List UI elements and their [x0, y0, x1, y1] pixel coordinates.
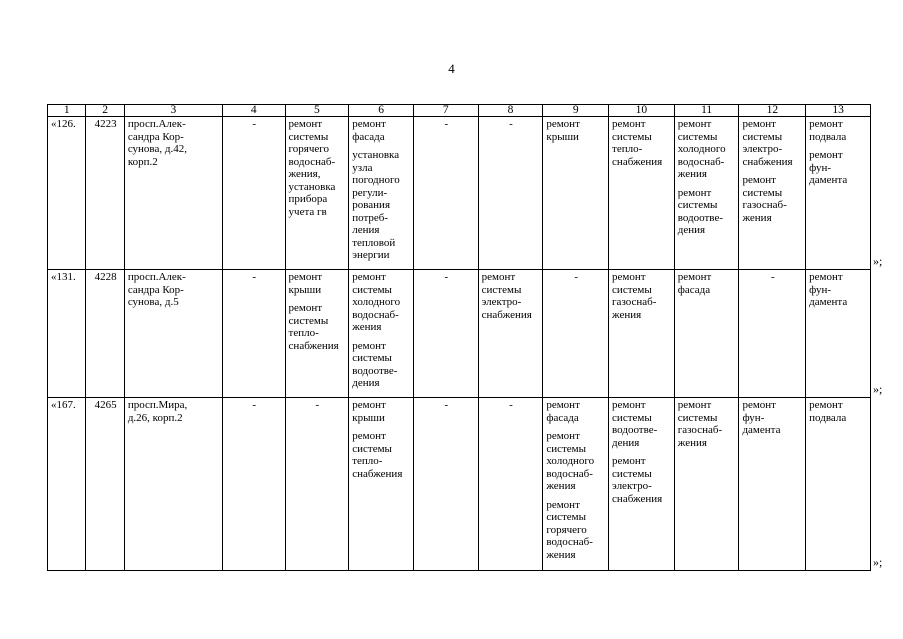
table-cell-col-6	[349, 117, 414, 270]
cell-text: «167.	[51, 399, 76, 411]
table-row	[48, 270, 871, 398]
table-cell-col-2	[86, 270, 124, 398]
cell-text: ремонт системы газоснаб- жения	[677, 399, 723, 449]
table-cell-col-8	[478, 270, 543, 398]
cell-text: ремонт системы водоотве- дения	[677, 186, 723, 236]
table-cell-col-9	[543, 117, 609, 270]
column-header-3: 3	[124, 105, 222, 117]
table-cell-col-6	[349, 270, 414, 398]
table-cell-col-11	[674, 117, 739, 270]
cell-text: ремонт системы холодного водоснаб- жения	[546, 430, 595, 492]
cell-text: -	[444, 399, 449, 411]
cell-text: ремонт системы тепло- снабжения	[288, 302, 339, 352]
table-cell-col-3	[124, 270, 222, 398]
cell-text: «126.	[51, 118, 76, 130]
row-end-mark: »;	[873, 554, 883, 569]
cell-text: -	[315, 399, 320, 411]
cell-text: ремонт системы электро- снабжения	[481, 271, 532, 321]
cell-text: ремонт фасада	[546, 399, 580, 424]
cell-text: ремонт системы газоснаб- жения	[612, 271, 657, 321]
table-cell-col-9	[543, 270, 609, 398]
table-cell-col-10	[609, 270, 675, 398]
column-header-5: 5	[285, 105, 349, 117]
table-cell-col-13	[806, 270, 871, 398]
cell-text: ремонт системы водоотве- дения	[352, 339, 398, 389]
column-header-7: 7	[413, 105, 478, 117]
cell-text: -	[444, 271, 449, 283]
cell-text: -	[252, 399, 257, 411]
table-cell-col-2	[86, 117, 124, 270]
table-cell-col-3	[124, 398, 222, 571]
table-row	[48, 398, 871, 571]
cell-text: ремонт системы электро- снабжения	[612, 455, 663, 505]
cell-text: ремонт подвала	[809, 118, 847, 143]
cell-text: 4228	[94, 271, 117, 283]
cell-text: -	[444, 118, 449, 130]
table-cell-col-13	[806, 117, 871, 270]
cell-text: -	[509, 118, 513, 130]
table-cell-col-1	[48, 398, 86, 571]
table-cell-col-5	[285, 117, 349, 270]
table-cell-col-10	[609, 398, 675, 571]
table-cell-col-11	[674, 270, 739, 398]
table-cell-col-4	[222, 398, 285, 571]
column-header-8: 8	[478, 105, 543, 117]
column-header-6: 6	[349, 105, 414, 117]
table-cell-col-8	[478, 117, 543, 270]
cell-text: ремонт фасада	[352, 118, 386, 143]
cell-text: ремонт системы холодного водоснаб- жения	[352, 271, 401, 333]
cell-text: ремонт фун- дамента	[742, 399, 781, 436]
cell-text: ремонт системы тепло- снабжения	[612, 118, 663, 168]
cell-text: ремонт фасада	[677, 271, 712, 296]
cell-text: -	[770, 271, 775, 283]
table-cell-col-2	[86, 398, 124, 571]
row-end-mark: »;	[873, 253, 883, 268]
cell-text: ремонт крыши	[352, 399, 386, 424]
table-cell-col-5	[285, 398, 349, 571]
cell-text: ремонт крыши	[546, 118, 580, 143]
table-cell-col-5	[285, 270, 349, 398]
table-cell-col-9	[543, 398, 609, 571]
table-cell-col-12	[739, 270, 806, 398]
cell-text: -	[252, 118, 257, 130]
cell-text: ремонт системы тепло- снабжения	[352, 430, 403, 480]
table-cell-col-7	[413, 270, 478, 398]
cell-text: ремонт фун- дамента	[809, 271, 848, 308]
cell-text: ремонт системы электро- снабжения	[742, 118, 793, 168]
cell-text: ремонт фун- дамента	[809, 149, 848, 186]
cell-text: ремонт крыши	[288, 271, 323, 296]
cell-text: установка узла погодного регули- рования потреб- ления тепловой энергии	[352, 149, 400, 261]
column-header-12: 12	[739, 105, 806, 117]
cell-text: просп.Алек- сандра Кор- сунова, д.42, корп.2	[127, 118, 187, 168]
column-header-9: 9	[543, 105, 609, 117]
table-cell-col-12	[739, 398, 806, 571]
cell-text: просп.Алек- сандра Кор- сунова, д.5	[127, 271, 186, 308]
row-end-mark: »;	[873, 381, 883, 396]
cell-text: ремонт системы горячего водоснаб- жения	[546, 498, 593, 561]
cell-text: 4223	[94, 118, 117, 130]
cell-text: ремонт системы горячего водоснаб- жения, установка прибора учета гв	[288, 118, 336, 218]
table-cell-col-10	[609, 117, 675, 270]
table-cell-col-8	[478, 398, 543, 571]
cell-text: ремонт системы газоснаб- жения	[742, 174, 787, 224]
cell-text: -	[574, 271, 579, 283]
column-header-13: 13	[806, 105, 871, 117]
cell-text: 4265	[94, 399, 117, 411]
column-header-1: 1	[48, 105, 86, 117]
table-cell-col-11	[674, 398, 739, 571]
repair-schedule-table	[47, 104, 871, 571]
column-header-4: 4	[222, 105, 285, 117]
table-row	[48, 117, 871, 270]
cell-text: «131.	[51, 271, 76, 283]
cell-text: ремонт подвала	[809, 399, 847, 424]
table-cell-col-12	[739, 117, 806, 270]
table-cell-col-1	[48, 117, 86, 270]
column-header-2: 2	[86, 105, 124, 117]
table-cell-col-4	[222, 270, 285, 398]
cell-text: ремонт системы холодного водоснаб- жения	[677, 118, 726, 180]
cell-text: просп.Мира, д.26, корп.2	[127, 399, 188, 424]
table-cell-col-4	[222, 117, 285, 270]
table-cell-col-3	[124, 117, 222, 270]
column-header-10: 10	[609, 105, 675, 117]
page-number: 4	[448, 61, 455, 76]
cell-text: -	[252, 271, 257, 283]
cell-text: -	[509, 399, 513, 411]
table-cell-col-7	[413, 117, 478, 270]
table-cell-col-7	[413, 398, 478, 571]
table-cell-col-1	[48, 270, 86, 398]
cell-text: ремонт системы водоотве- дения	[612, 399, 658, 449]
column-header-11: 11	[674, 105, 739, 117]
table-cell-col-13	[806, 398, 871, 571]
column-number-row	[48, 105, 871, 117]
table-cell-col-6	[349, 398, 414, 571]
